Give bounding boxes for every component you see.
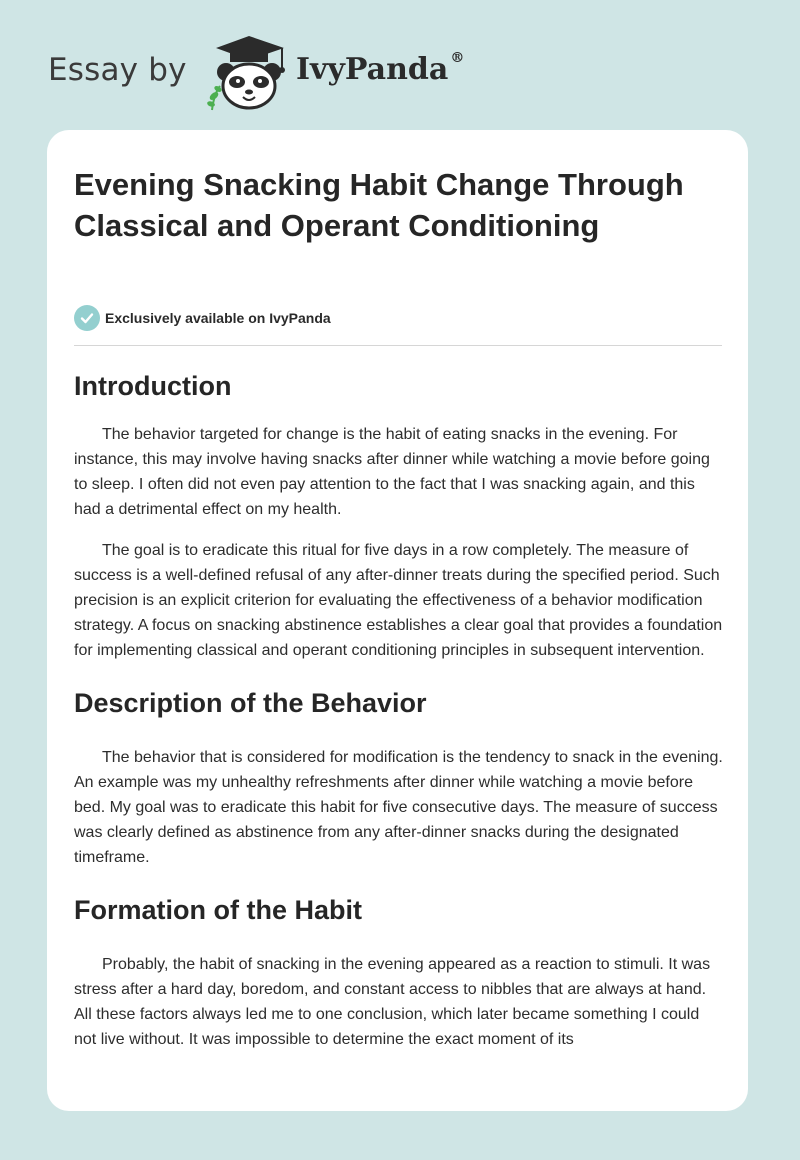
page-title: Evening Snacking Habit Change Through Classical and Operant Conditioning	[74, 167, 684, 243]
exclusive-badge	[74, 305, 331, 331]
divider	[74, 345, 722, 346]
brand-name: IvyPanda ®	[296, 50, 465, 87]
exclusive-label: Exclusively available on IvyPanda	[105, 310, 331, 326]
paragraph: The behavior targeted for change is the habit of eating snacks in the evening. For instance, this may involve having snacks after dinner while watching a movie before going to sleep. I often did not even pay attention to the fact that I was snacking again, and this had a detrimental effect on my health.	[74, 426, 710, 518]
paragraph: Probably, the habit of snacking in the evening appeared as a reaction to stimuli. It was stress after a hard day, boredom, and constant access to nibbles that are always at hand. All these factors always led me to one conclusion, which later became something I could not live without. It was impossible to determine the exact moment of its	[74, 956, 711, 1048]
section-introduction	[74, 366, 724, 663]
essay-body	[74, 366, 724, 1052]
section-heading: Description of the Behavior	[74, 688, 427, 718]
section-heading: Formation of the Habit	[74, 895, 362, 925]
paragraph: The goal is to eradicate this ritual for five days in a row completely. The measure of success is a well-defined refusal of any after-dinner treats during the specified period. Such precision is an explicit criterion for evaluating the effectiveness of a behavior modification strategy. A focus on snacking abstinence establishes a clear goal that provides a foundation for implementing classical and operant conditioning principles in subsequent intervention.	[74, 542, 723, 659]
section-heading: Introduction	[74, 371, 232, 401]
brand-header	[48, 34, 468, 114]
registered-mark: ®	[450, 50, 465, 66]
check-icon	[74, 305, 100, 331]
section-description	[74, 683, 724, 870]
panda-graduation-icon	[204, 34, 294, 112]
section-formation	[74, 890, 724, 1052]
paragraph: The behavior that is considered for modification is the tendency to snack in the evening. An example was my unhealthy refreshments after dinner while watching a movie before bed. My goal was to eradicate this habit for five consecutive days. The measure of success was clearly defined as abstinence from any after-dinner snacks during the designated timeframe.	[74, 749, 723, 866]
essay-by-label: Essay by	[48, 52, 187, 88]
essay-card	[47, 130, 748, 1111]
